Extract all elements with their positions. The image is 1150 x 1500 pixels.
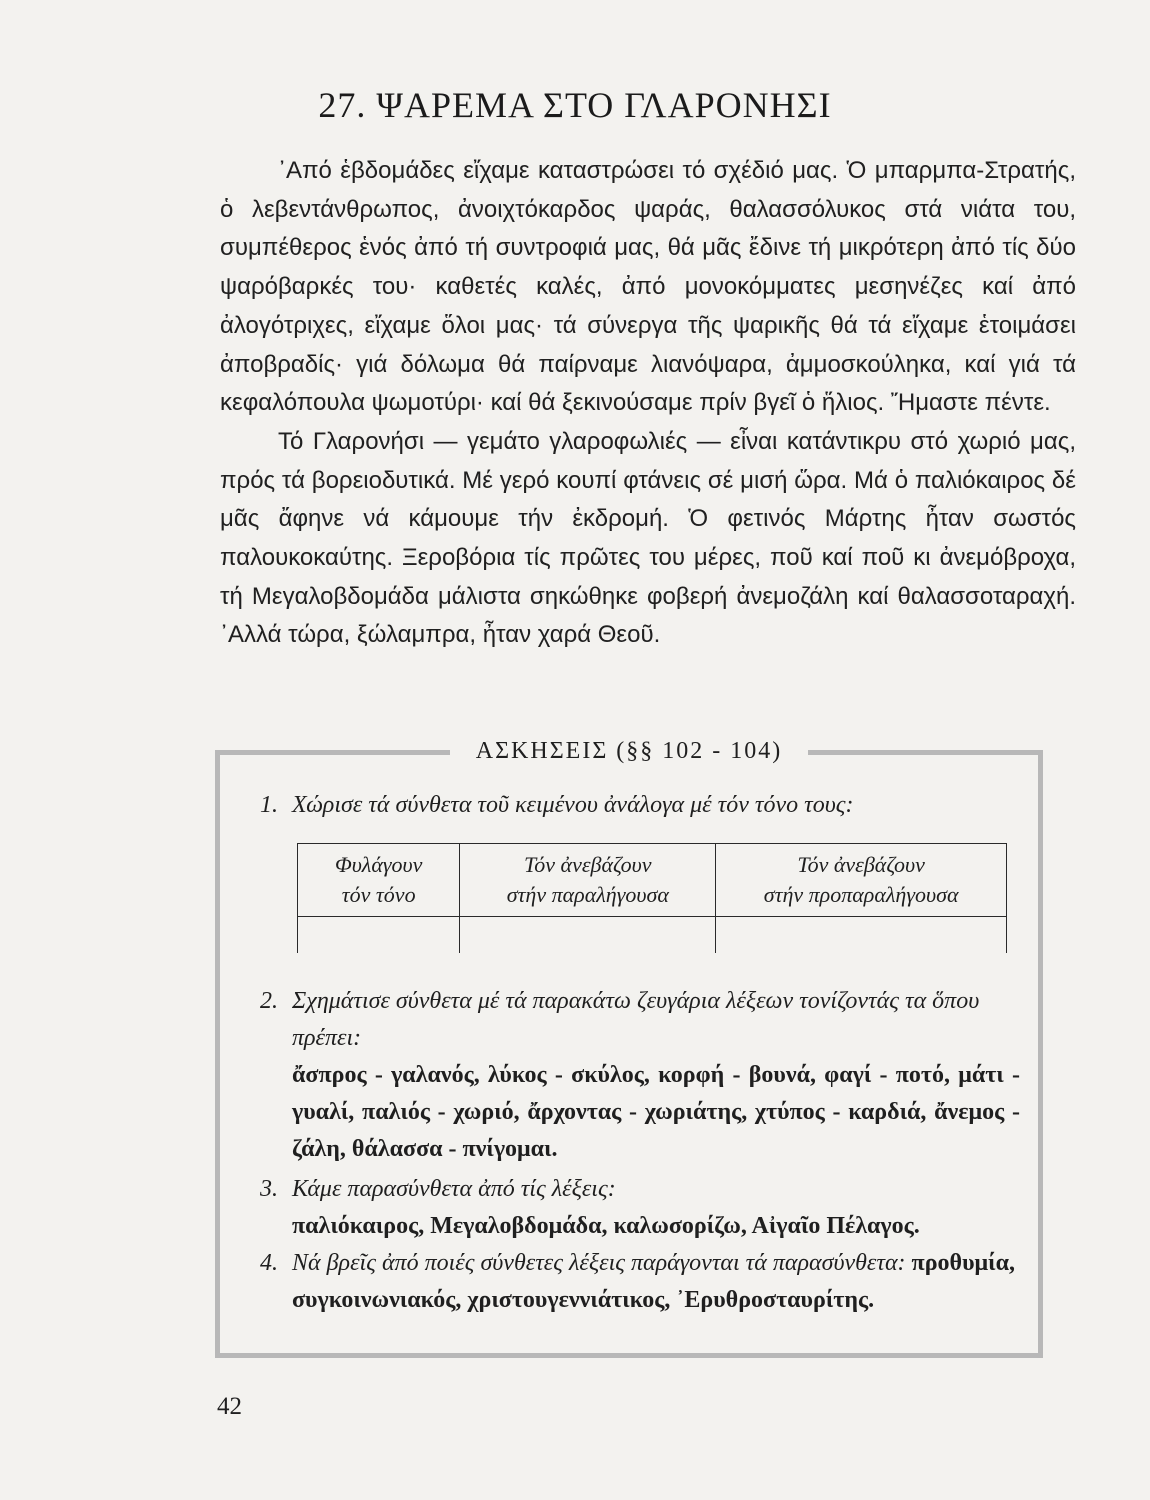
exercise-word-list: παλιόκαιρος, Μεγαλοβδομάδα, καλωσορίζω, Αἰγαῖο Πέλαγος. [292,1213,920,1239]
exercises-box [215,738,1043,1358]
table-empty-row [298,917,1007,954]
accent-classification-table [297,843,1007,953]
exercise-3 [260,1171,1020,1245]
exercises-heading: ΑΣΚΗΣΕΙΣ (§§ 102 - 104) [450,733,809,769]
exercise-number: 4. [260,1250,278,1276]
exercise-1 [260,787,1020,824]
exercise-instruction: Χώρισε τά σύνθετα τοῦ κειμένου ἀνάλογα μέ τόν τόνο τους: [292,792,854,818]
exercise-word-list: προθυμία, συγκοινωνιακός, χριστουγεννιάτικος, ᾿Ερυθροσταυρίτης. [292,1250,1015,1313]
table-header-line: τόν τόνο [341,882,416,907]
exercise-number: 3. [260,1176,278,1202]
table-cell [298,917,460,954]
table-header-row [298,844,1007,917]
table-cell [716,917,1007,954]
exercise-instruction: Σχημάτισε σύνθετα μέ τά παρακάτω ζευγάρια λέξεων τονίζοντάς τα ὅπου πρέπει: [292,988,980,1051]
story-paragraph-1: ᾿Από ἑβδομάδες εἴχαμε καταστρώσει τό σχέδιό μας. Ὁ μπαρμπα-Στρατής, ὁ λεβεντάνθρωπος, ἀνοιχτόκαρδος ψαράς, θαλασσόλυκος στά νιάτα του, συμπέθερος ἑνός ἀπό τή συντροφιά μας, θά μᾶς ἔδινε τή μικρότερη ἀπό τίς δύο ψαρόβαρκές του· καθετές καλές, ἀπό μονοκόμματες μεσηνέζες καί ἀπό ἀλογότριχες, εἴχαμε ὅλοι μας· τά σύνεργα τῆς ψαρικῆς θά τά εἴχαμε ἑτοιμάσει ἀποβραδίς· γιά δόλωμα θά παίρναμε λιανόψαρα, ἀμμοσκούληκα, καί γιά τά κεφαλόπουλα ψωμοτύρι· καί θά ξεκινούσαμε πρίν βγεῖ ὁ ἥλιος. Ἤμαστε πέντε. [220,157,1076,417]
table-header-antepenult [716,844,1007,917]
exercise-4 [260,1245,1020,1319]
exercise-instruction [292,1245,1020,1319]
table-cell [460,917,716,954]
exercise-instruction: Κάμε παρασύνθετα ἀπό τίς λέξεις: [292,1176,616,1202]
table-header-penult [460,844,716,917]
table-header-line: Τόν ἀνεβάζουν [797,852,925,877]
chapter-title: 27. ΨΑΡΕΜΑ ΣΤΟ ΓΛΑΡΟΝΗΣΙ [318,85,832,125]
table-header-line: Φυλάγουν [334,852,423,877]
table-header-keep-accent [298,844,460,917]
table-header-line: στήν παραλήγουσα [506,882,669,907]
page-number: 42 [217,1393,242,1420]
exercise-number: 1. [260,792,278,818]
story-text [220,152,1076,655]
exercise-word-list: ἄσπρος - γαλανός, λύκος - σκύλος, κορφή - βουνά, φαγί - ποτό, μάτι - γυαλί, παλιός - χωριό, ἄρχοντας - χωριάτης, χτύπος - καρδιά, ἄνεμος - ζάλη, θάλασσα - πνίγομαι. [292,1062,1020,1162]
story-paragraph-2: Τό Γλαρονήσι — γεμάτο γλαροφωλιές — εἶναι κατάντικρυ στό χωριό μας, πρός τά βορειοδυτικά. Μέ γερό κουπί φτάνεις σέ μισή ὥρα. Μά ὁ παλιόκαιρος δέ μᾶς ἄφηνε νά κάμουμε τήν ἐκδρομή. Ὁ φετινός Μάρτης ἦταν σωστός παλουκοκαύτης. Ξεροβόρια τίς πρῶτες του μέρες, ποῦ καί ποῦ κι ἀνεμόβροχα, τή Μεγαλοβδομάδα μάλιστα σηκώθηκε φοβερή ἀνεμοζάλη καί θαλασσοταραχή. ᾿Αλλά τώρα, ξώλαμπρα, ἦταν χαρά Θεοῦ. [220,427,1076,649]
exercise-instruction-text: Νά βρεῖς ἀπό ποιές σύνθετες λέξεις παράγονται τά παρασύνθετα: [292,1250,906,1276]
exercise-2 [260,983,1020,1168]
exercise-number: 2. [260,988,278,1014]
exercises-heading-wrap [220,733,1038,769]
table-header-line: στήν προπαραλήγουσα [763,882,959,907]
table-header-line: Τόν ἀνεβάζουν [524,852,652,877]
